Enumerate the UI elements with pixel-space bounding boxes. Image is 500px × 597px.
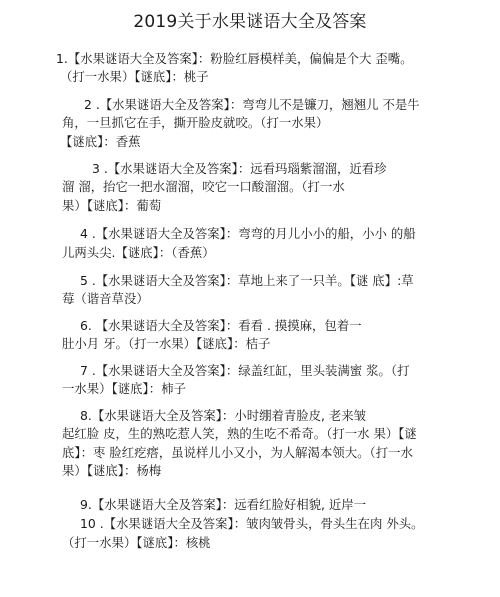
riddle-7-line-2: 一水果）【谜底】：柿子 (62, 381, 186, 396)
riddle-1-line-2: （打一水果）【谜底】：桃子 (60, 69, 209, 84)
riddle-2-line-1: 2 .【水果谜语大全及答案】：弯弯儿不是镰刀，翘翘儿 不是牛 (84, 97, 420, 112)
riddle-8-line-2: 起红脸 皮，生的熟吃惹人笑，熟的生吃不希奇。（打一水 果）【谜 (62, 426, 417, 441)
riddle-3-line-2: 溜 溜，抬它一把水溜溜，咬它一口酸溜溜。（打一水 (62, 179, 345, 194)
riddle-2-line-3: 【谜底】：香蕉 (60, 134, 141, 149)
riddle-4-line-1: 4 .【水果谜语大全及答案】：弯弯的月儿小小的船，小小 的船 (80, 226, 416, 241)
riddle-9-line-1: 9.【水果谜语大全及答案】：远看红脸好相貌, 近岸一 (80, 497, 367, 512)
riddle-2-line-2: 角，一旦抓它在手，撕开脸皮就咬。（打一水果） (62, 115, 329, 130)
riddle-3-line-1: 3 .【水果谜语大全及答案】：远看玛瑙紫溜溜，近看珍 (92, 161, 387, 176)
riddle-1-line-1: 1.【水果谜语大全及答案】：粉脸红唇模样美，偏偏是个大 歪嘴。 (56, 51, 413, 66)
riddle-5-line-2: 莓（谐音草没） (62, 291, 149, 306)
riddle-5-line-1: 5 .【水果谜语大全及答案】：草地上来了一只羊。【谜 底】:草 (80, 273, 414, 288)
page-title: 2019关于水果谜语大全及答案 (133, 12, 367, 32)
riddle-8-line-1: 8.【水果谜语大全及答案】：小时绷着青脸皮, 老来皱 (80, 408, 367, 423)
riddle-6-line-1: 6. 【水果谜语大全及答案】：看看 . 摸摸麻，包着一 (80, 318, 362, 333)
riddle-7-line-1: 7 .【水果谜语大全及答案】：绿盖红缸，里头装满蜜 浆。（打 (80, 363, 410, 378)
riddle-10-line-1: 10 .【水果谜语大全及答案】：皱肉皱骨头，骨头生在肉 外头。 (80, 516, 424, 531)
riddle-8-line-3: 底】：枣 脸红疙瘩，虽说样儿小又小，为人解渴本领大。（打一水 (62, 445, 413, 460)
riddle-10-line-2: （打一水果）【谜底】：核桃 (62, 535, 211, 550)
riddle-8-line-4: 果）【谜底】：杨梅 (62, 463, 162, 478)
riddle-6-line-2: 肚小月 牙。（打一水果）【谜底】：桔子 (62, 336, 271, 351)
riddle-4-line-2: 儿两头尖.【谜底】：（香蕉） (62, 245, 215, 260)
riddle-3-line-3: 果）【谜底】：葡萄 (62, 198, 162, 213)
